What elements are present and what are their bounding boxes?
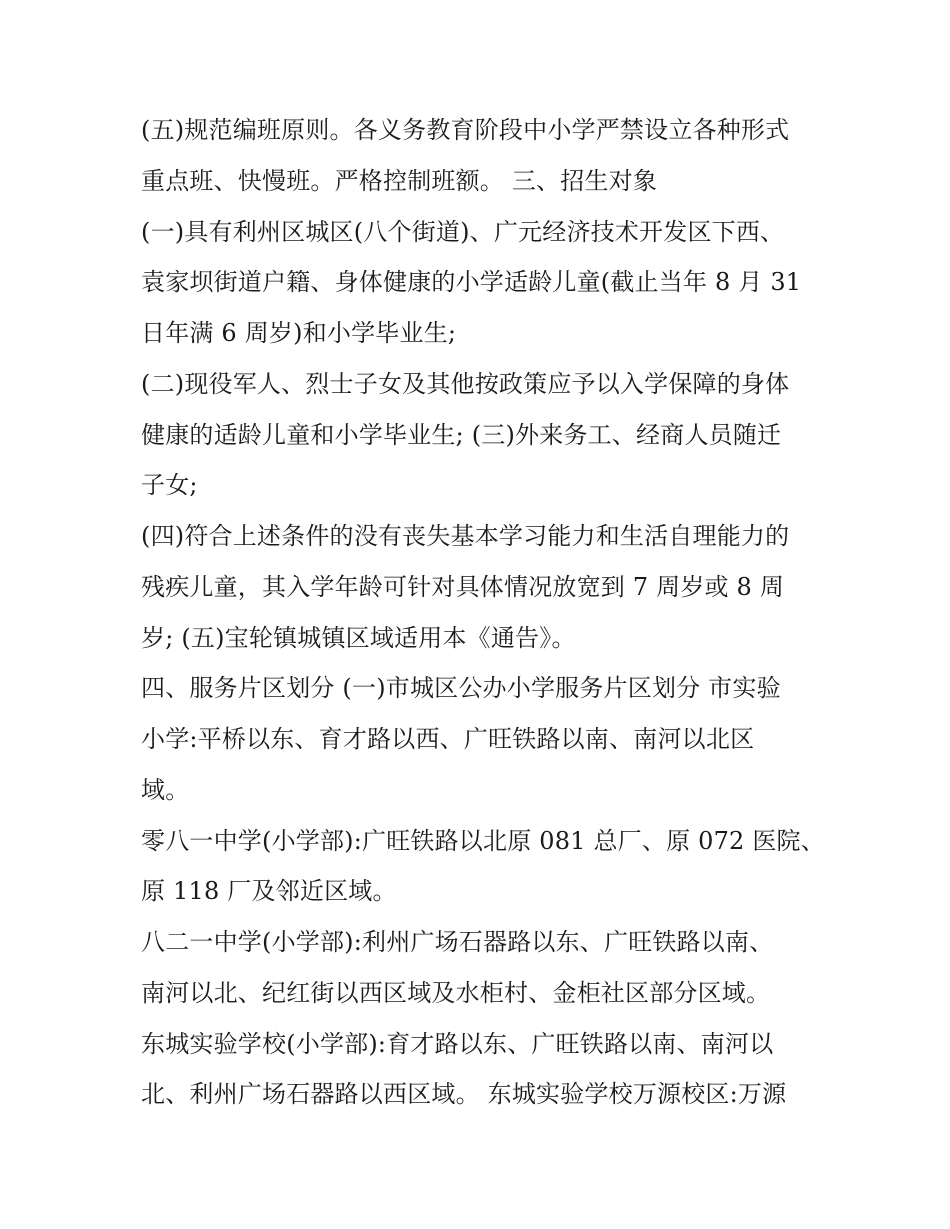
text-line: (五)规范编班原则。各义务教育阶段中小学严禁设立各种形式: [141, 116, 790, 144]
text-line: (四)符合上述条件的没有丧失基本学习能力和生活自理能力的: [141, 522, 790, 550]
text-line: 零八一中学(小学部):广旺铁路以北原 081 总厂、原 072 医院、: [141, 826, 825, 855]
text-line: 子女;: [141, 471, 198, 500]
text-line: 小学:平桥以东、育才路以西、广旺铁路以南、南河以北区: [141, 725, 755, 753]
text-line: (一)具有利州区城区(八个街道)、广元经济技术开发区下西、: [141, 217, 785, 246]
text-line: 域。: [141, 775, 190, 804]
text-line: 南河以北、纪红街以西区域及水柜村、金柜社区部分区域。: [141, 978, 771, 1007]
text-line: 八二一中学(小学部):利州广场石器路以东、广旺铁路以南、: [141, 928, 774, 956]
text-line: 重点班、快慢班。严格控制班额。 三、招生对象: [141, 166, 658, 195]
text-line: 健康的适龄儿童和小学毕业生; (三)外来务工、经商人员随迁: [141, 420, 782, 449]
text-line: 四、服务片区划分 (一)市城区公办小学服务片区划分 市实验: [141, 674, 781, 703]
text-line: 岁; (五)宝轮镇城镇区域适用本《通告》。: [141, 623, 576, 652]
document-body: [141, 108, 825, 1123]
text-line: 残疾儿童，其入学年龄可针对具体情况放宽到 7 周岁或 8 周: [141, 572, 785, 601]
text-line: 袁家坝街道户籍、身体健康的小学适龄儿童(截止当年 8 月 31: [141, 268, 802, 297]
text-line: 原 118 厂及邻近区域。: [141, 877, 397, 906]
text-line: (二)现役军人、烈士子女及其他按政策应予以入学保障的身体: [141, 369, 790, 398]
text-line: 东城实验学校(小学部):育才路以东、广旺铁路以南、南河以: [141, 1029, 774, 1058]
text-line: 日年满 6 周岁)和小学毕业生;: [141, 319, 457, 347]
text-line: 北、利州广场石器路以西区域。 东城实验学校万源校区:万源: [141, 1080, 787, 1109]
